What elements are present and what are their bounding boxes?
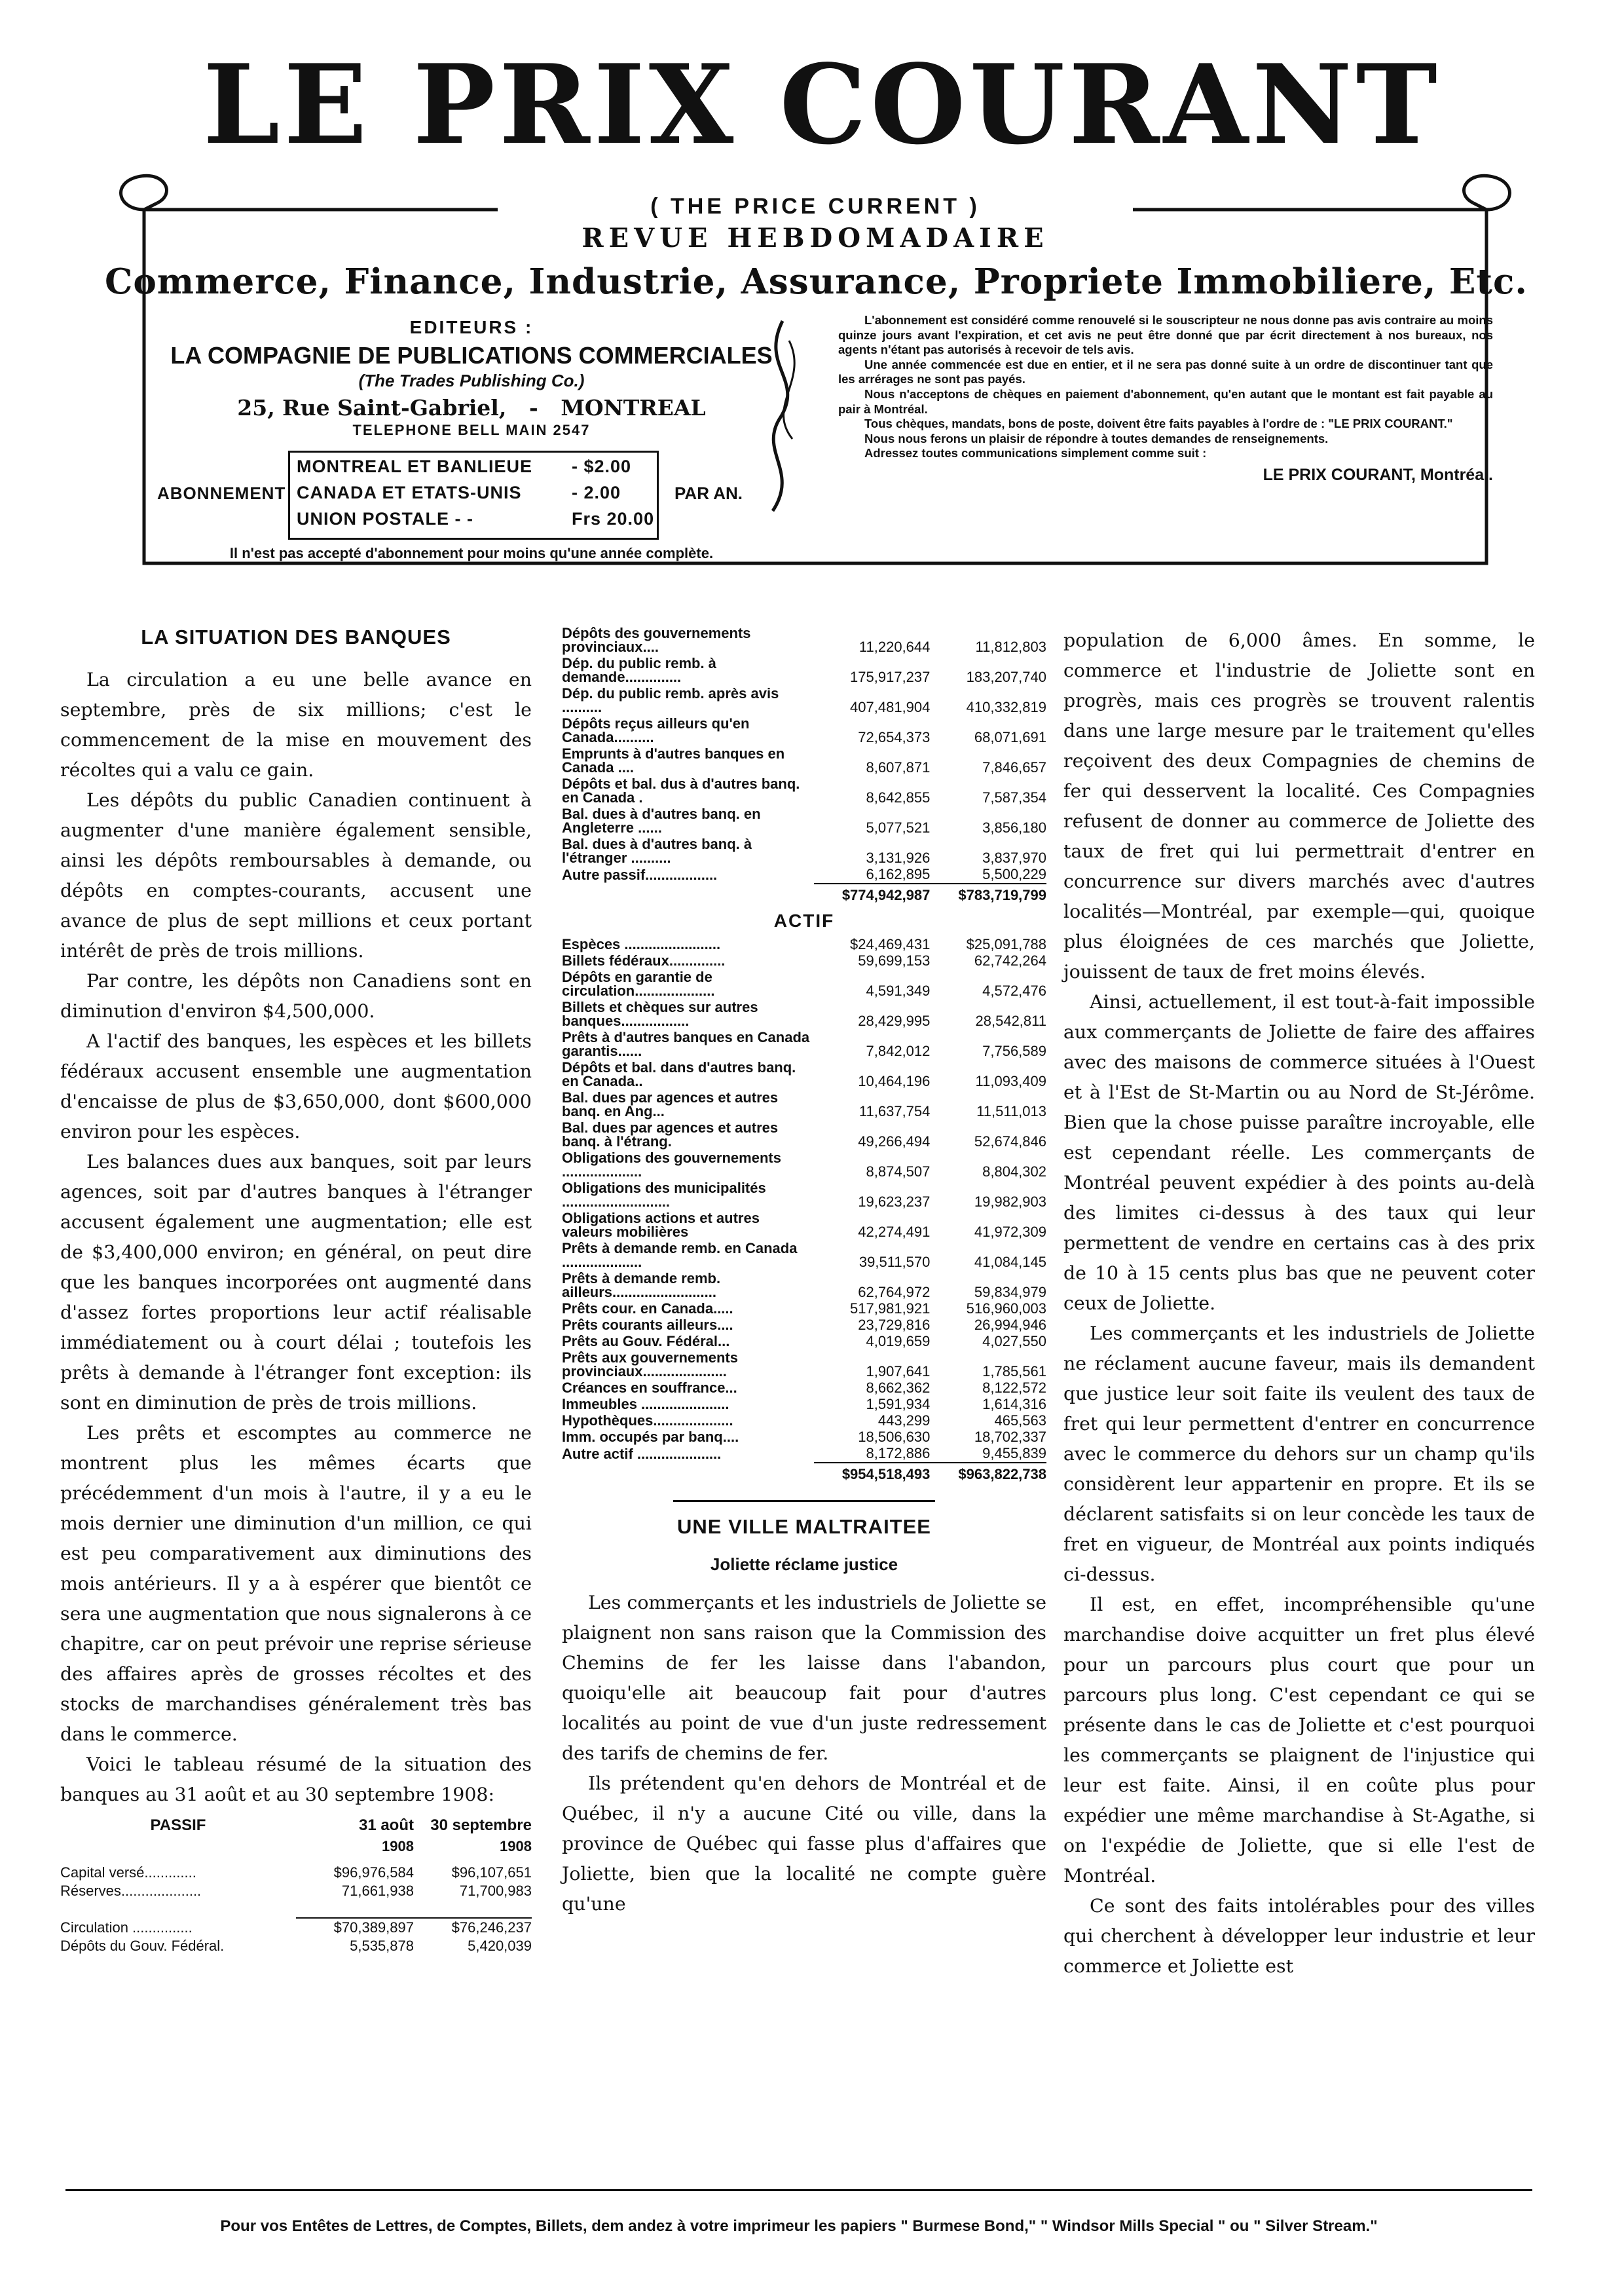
- table-row: [562, 656, 1046, 686]
- table-row: [562, 1413, 1046, 1429]
- article-joliette-heading: UNE VILLE MALTRAITEE: [677, 1515, 931, 1538]
- publisher-block: [144, 317, 799, 562]
- row-value-b: 3,856,180: [982, 819, 1046, 836]
- row-value-b: 11,093,409: [975, 1073, 1046, 1089]
- row-value-b: 62,742,264: [974, 952, 1046, 969]
- row-label: Immeubles ......................: [562, 1396, 729, 1412]
- table-row: [562, 1446, 1046, 1463]
- passif-table: [60, 1816, 532, 1955]
- row-label: Dép. du public remb. après avis ..........: [562, 685, 779, 715]
- article-paragraph: Ainsi, actuellement, il est tout-à-fait impossible aux commerçants de Joliette de faire des affaires avec des maisons de commerce situées à l'Ouest et à l'Est de St-Martin ou au Nord de St-Jérôme. Bien que la chose puisse paraître incroyable, elle est cependant réelle. Les commerçants de Montréal peuvent expédier à des points au-delà des limites ci-dessus à des taux qui leur permettent de vendre en certains cas à des prix de 10 à 15 cents plus bas que ne peuvent coter ceux de Joliette.: [1063, 991, 1535, 1314]
- row-value-a: 8,172,886: [866, 1445, 931, 1461]
- table-row: [562, 1397, 1046, 1413]
- notice-paragraph: Tous chèques, mandats, bons de poste, doivent être faits payables à l'ordre de : "LE PRIX COURANT.": [864, 417, 1453, 431]
- passif-header-row: [60, 1816, 532, 1837]
- row-value-b: 41,084,145: [974, 1254, 1046, 1270]
- row-value-b: 59,834,979: [974, 1284, 1046, 1300]
- row-value-b: 7,756,589: [982, 1043, 1046, 1059]
- row-value-a: 11,220,644: [858, 639, 931, 655]
- total-row: [562, 884, 1046, 904]
- row-label: Dép. du public remb. à demande..............: [562, 655, 716, 685]
- table-row: [562, 1380, 1046, 1397]
- table-row: [562, 937, 1046, 953]
- subscription-notice: [838, 313, 1493, 483]
- article-paragraph: Les commerçants et les industriels de Joliette se plaignent non sans raison que la Commission des Chemins de fer les laisse dans l'abandon, quoiqu'elle ait beaucoup fait pour d'autres localités au point de vue d'un juste redressement des tarifs de chemins de fer.: [562, 1592, 1046, 1764]
- notice-paragraph: Adressez toutes communications simplement comme suit :: [864, 446, 1207, 460]
- actif-heading: ACTIF: [773, 910, 835, 931]
- row-label: Prêts à d'autres banques en Canada garantis......: [562, 1029, 810, 1059]
- row-label: Bal. dues à d'autres banq. en Angleterre ......: [562, 806, 761, 836]
- publisher-trades: (The Trades Publishing Co.): [358, 371, 585, 390]
- row-value-a: 7,842,012: [866, 1043, 931, 1059]
- row-value-b: 19,982,903: [974, 1193, 1046, 1210]
- publisher-label: EDITEURS :: [409, 317, 534, 337]
- row-value-a: 42,274,491: [858, 1224, 931, 1240]
- table-row: [562, 1317, 1046, 1334]
- row-value-a: 517,981,921: [850, 1300, 931, 1317]
- table-row: [60, 1937, 532, 1955]
- row-label: Prêts aux gouvernements provinciaux.....................: [562, 1349, 738, 1380]
- article-paragraph: Par contre, les dépôts non Canadiens sont en diminution d'environ $4,500,000.: [60, 970, 532, 1022]
- row-value-b: 5,500,229: [982, 866, 1046, 882]
- notice-paragraph: Une année commencée est due en entier, et il ne sera pas donné suite à un ordre de discontinuer tant que les arrérages ne sont pas payés.: [838, 357, 1493, 386]
- row-value-b: 7,846,657: [982, 759, 1046, 776]
- row-value-b: $76,246,237: [414, 1918, 532, 1937]
- row-label: Prêts courants ailleurs....: [562, 1317, 733, 1333]
- row-label: Obligations des municipalités ...........................: [562, 1180, 766, 1210]
- row-value-b: 410,332,819: [966, 699, 1046, 715]
- row-value-b: 3,837,970: [982, 850, 1046, 866]
- row-value-b: 4,572,476: [982, 983, 1046, 999]
- row-value-a: 49,266,494: [858, 1133, 931, 1150]
- article-paragraph: Les prêts et escomptes au commerce ne montrent plus les mêmes écarts que précédemment d'un mois à l'autre, il y a eu le mois dernier une diminution d'un million, ce qui est peu comparativement aux diminutions des mois antérieurs. Il y a à espérer que bientôt ce sera une augmentation que nous signalerons à ce chapitre, car on peut prévoir une reprise sérieuse des affaires après de grosses récoltes et des stocks de marchandises généralement très bas dans le commerce.: [60, 1422, 532, 1745]
- row-label: Emprunts à d'autres banques en Canada ....: [562, 745, 785, 776]
- row-value-b: 28,542,811: [975, 1013, 1046, 1029]
- row-value-b: 11,812,803: [975, 639, 1046, 655]
- row-label: Obligations des gouvernements ....................: [562, 1150, 781, 1180]
- table-row: [562, 1030, 1046, 1060]
- masthead-subtitle: ( THE PRICE CURRENT ): [650, 194, 980, 219]
- table-row: [562, 1090, 1046, 1120]
- row-value-a: 71,661,938: [341, 1883, 414, 1899]
- row-label: Bal. dues à d'autres banq. à l'étranger ..........: [562, 836, 752, 866]
- passif-label: PASSIF: [150, 1816, 206, 1834]
- passif-year-a: 1908: [382, 1838, 414, 1854]
- row-value-a: 18,506,630: [858, 1429, 931, 1445]
- row-value-a: 1,591,934: [866, 1396, 931, 1412]
- article-paragraph: La circulation a eu une belle avance en septembre, près de six millions; c'est le commencement de la mise en mouvement des récoltes qui a valu ce gain.: [60, 669, 532, 781]
- row-value-a: 3,131,926: [866, 850, 931, 866]
- row-label: Circulation ...............: [60, 1919, 193, 1936]
- row-value-a: 443,299: [877, 1412, 931, 1429]
- row-label: Dépôts reçus ailleurs qu'en Canada..........: [562, 715, 750, 745]
- row-value-a: $70,389,897: [296, 1918, 414, 1937]
- publisher-city: MONTREAL: [561, 395, 706, 421]
- table-row: [562, 1271, 1046, 1301]
- row-value-a: 8,874,507: [866, 1163, 931, 1180]
- table-row: [562, 626, 1046, 656]
- passif-col-a: 31 août: [358, 1816, 414, 1834]
- article-paragraph: A l'actif des banques, les espèces et les billets fédéraux accusent ensemble une augmentation d'encaisse de plus de $3,650,000, dont $600,000 environ pour les espèces.: [60, 1030, 532, 1142]
- row-label: Capital versé.............: [60, 1864, 196, 1881]
- row-label: Obligations actions et autres valeurs mobilières: [562, 1210, 760, 1240]
- row-label: Billets et chèques sur autres banques.................: [562, 999, 758, 1029]
- publisher-dash: -: [528, 395, 538, 421]
- table-row: [562, 953, 1046, 969]
- masthead-revue: REVUE HEBDOMADAIRE: [581, 223, 1049, 253]
- table-row: [60, 1882, 532, 1900]
- row-value-a: 4,591,349: [866, 983, 931, 999]
- passif-continued-table: [562, 626, 1046, 904]
- row-value-b: 11,511,013: [976, 1103, 1046, 1119]
- row-label: Autre passif..................: [562, 867, 718, 883]
- notice-paragraph: Nous n'acceptons de chèques en paiement d'abonnement, qu'en autant que le montant est fait payable au pair à Montréal.: [838, 386, 1493, 416]
- notice-paragraph: Nous nous ferons un plaisir de répondre à toutes demandes de renseignements.: [864, 431, 1329, 445]
- table-row: [562, 1334, 1046, 1350]
- table-row: [562, 1120, 1046, 1150]
- article-joliette-subheading: Joliette réclame justice: [710, 1554, 898, 1574]
- row-label: Dépôts en garantie de circulation....................: [562, 969, 715, 999]
- row-value-a: 1,907,641: [866, 1363, 931, 1380]
- total-value-b: $783,719,799: [930, 884, 1046, 904]
- row-label: Dépôts et bal. dans d'autres banq. en Canada..: [562, 1059, 796, 1089]
- table-row: [562, 1000, 1046, 1030]
- subscription-unit: PAR AN.: [674, 483, 743, 503]
- subscription-row: [297, 509, 655, 529]
- row-label: Réserves....................: [60, 1883, 202, 1899]
- row-value-b: 68,071,691: [974, 729, 1046, 745]
- row-value-b: 516,960,003: [966, 1300, 1046, 1317]
- passif-year-row: [60, 1837, 532, 1864]
- table-row: [562, 969, 1046, 1000]
- footer-rule: [65, 2189, 1532, 2191]
- row-value-a: 72,654,373: [858, 729, 931, 745]
- total-value-a: $774,942,987: [814, 884, 931, 904]
- row-label: Bal. dues par agences et autres banq. en Ang...: [562, 1089, 779, 1119]
- column-2: [562, 626, 1046, 2158]
- table-row: [562, 836, 1046, 867]
- row-value-a: $24,469,431: [850, 936, 931, 952]
- table-row: [562, 776, 1046, 806]
- row-label: Hypothèques....................: [562, 1412, 733, 1429]
- row-label: Dépôts des gouvernements provinciaux....: [562, 625, 751, 655]
- article-banks-heading: LA SITUATION DES BANQUES: [141, 626, 451, 648]
- row-label: Billets fédéraux..............: [562, 952, 726, 969]
- row-label: Prêts à demande remb. en Canada ....................: [562, 1240, 798, 1270]
- row-value-b: 8,804,302: [982, 1163, 1046, 1180]
- article-paragraph: Les dépôts du public Canadien continuent à augmenter d'une manière également sensible, ainsi les dépôts remboursables à demande, ou dépôts en comptes-courants, accusent une avance de plus de sept millions et ceux portant intérêt de près de trois millions.: [60, 789, 532, 962]
- row-value-a: 39,511,570: [858, 1254, 931, 1270]
- subscription-price: - $2.00: [572, 457, 632, 476]
- subscription-note: Il n'est pas accepté d'abonnement pour moins qu'une année complète.: [229, 545, 714, 561]
- row-label: Prêts cour. en Canada.....: [562, 1300, 733, 1317]
- notice-paragraph: L'abonnement est considéré comme renouvelé si le souscripteur ne nous donne pas avis contraire au moins quinze jours avant l'expiration, et cet avis ne peut être donné que par écrit directement à nos bureaux, nos agents n'étant pas autorisés à recevoir de tels avis.: [838, 313, 1493, 357]
- row-value-a: 23,729,816: [858, 1317, 931, 1333]
- subscription-row: [297, 457, 632, 477]
- row-label: Dépôts et bal. dus à d'autres banq. en Canada .: [562, 776, 800, 806]
- article-paragraph: Les commerçants et les industriels de Joliette ne réclament aucune faveur, mais ils demandent que justice leur soit faite ils veulent des taux de fret qui leur permettent d'entrer en concurrence avec le commerce du dehors sur un champ qu'ils considèrent leur appartenir en propre. Et ils se déclarent satisfaits si on leur concède les taux de fret en vigueur, de Montréal aux points indiqués ci-dessus.: [1063, 1323, 1535, 1585]
- table-row: [562, 806, 1046, 836]
- subscription-price: - 2.00: [572, 483, 621, 502]
- row-value-b: 5,420,039: [468, 1938, 532, 1954]
- row-value-b: 1,614,316: [982, 1396, 1046, 1412]
- row-value-b: $25,091,788: [966, 936, 1046, 952]
- row-value-a: 8,642,855: [866, 789, 931, 806]
- row-value-a: 4,019,659: [866, 1333, 931, 1349]
- subscription-price: Frs 20.00: [572, 509, 655, 529]
- section-divider: [673, 1500, 935, 1502]
- publisher-address: [144, 395, 799, 421]
- table-row: [562, 1060, 1046, 1090]
- masthead-banner: Commerce, Finance, Industrie, Assurance, Propriete Immobiliere, Etc.: [105, 261, 1528, 302]
- row-value-a: 19,623,237: [858, 1193, 931, 1210]
- table-row: [562, 686, 1046, 716]
- row-value-a: 5,077,521: [866, 819, 931, 836]
- subscription-label: ABONNEMENT: [157, 483, 286, 503]
- row-value-b: 1,785,561: [982, 1363, 1046, 1380]
- row-value-a: 8,607,871: [866, 759, 931, 776]
- table-row: [562, 1180, 1046, 1211]
- subscription-region: UNION POSTALE - -: [297, 509, 473, 529]
- article-paragraph: Voici le tableau résumé de la situation des banques au 31 août et au 30 septembre 1908:: [60, 1754, 532, 1805]
- table-row: [60, 1864, 532, 1882]
- passif-col-b: 30 septembre: [430, 1816, 532, 1834]
- table-row: [562, 1350, 1046, 1380]
- row-value-a: 5,535,878: [350, 1938, 414, 1954]
- article-paragraph: population de 6,000 âmes. En somme, le commerce et l'industrie de Joliette sont en progrès, mais ces progrès se trouvent ralentis dans une large mesure par le traitement qu'elles reçoivent des deux Compagnies de chemins de fer qui desservent la localité. Ces Compagnies refusent de donner au commerce de Joliette des taux de fret qui lui permettrait d'entrer en concurrence sur divers marchés avec d'autres localités—Montréal, par exemple—qui, quoique plus éloignées de ces marchés que Joliette, jouissent de taux de fret moins élevés.: [1063, 629, 1535, 983]
- subscription-region: CANADA ET ETATS-UNIS: [297, 483, 522, 502]
- table-row: [562, 867, 1046, 884]
- row-value-b: 465,563: [994, 1412, 1046, 1429]
- article-paragraph: Il est, en effet, incompréhensible qu'une marchandise doive acquitter un fret plus élevé pour un parcours plus court que pour un parcours plus long. C'est cependant ce qui se présente dans le cas de Joliette et c'est pourquoi les commerçants se plaignent de l'injustice qui leur est faite. Ainsi, il en coûte plus pour expédier une même marchandise à St-Agathe, si on l'expédie de Joliette, que si elle l'est de Montréal.: [1063, 1594, 1535, 1886]
- row-value-a: 59,699,153: [858, 952, 931, 969]
- total-value-b: $963,822,738: [930, 1463, 1046, 1483]
- passif-body: [562, 626, 1046, 904]
- table-row: [60, 1918, 532, 1937]
- row-value-a: $96,976,584: [333, 1864, 414, 1881]
- row-value-b: 41,972,309: [974, 1224, 1046, 1240]
- row-value-a: 62,764,972: [858, 1284, 931, 1300]
- row-label: Bal. dues par agences et autres banq. à l'étrang.: [562, 1119, 779, 1150]
- publisher-company: LA COMPAGNIE DE PUBLICATIONS COMMERCIALES: [170, 342, 773, 369]
- row-label: Prêts au Gouv. Fédéral...: [562, 1333, 730, 1349]
- table-row: [562, 1241, 1046, 1271]
- row-value-b: 71,700,983: [459, 1883, 532, 1899]
- row-value-a: 8,662,362: [866, 1380, 931, 1396]
- article-paragraph: Ils prétendent qu'en dehors de Montréal et de Québec, il n'y a aucune Cité ou ville, dans la province de Québec qui fasse plus d'affaires que Joliette, bien que la localité ne compte guère qu'une: [562, 1773, 1046, 1915]
- subscription-box: [288, 451, 659, 540]
- row-label: Autre actif .....................: [562, 1446, 722, 1462]
- table-row: [562, 1429, 1046, 1446]
- row-value-b: $96,107,651: [451, 1864, 532, 1881]
- article-paragraph: Les balances dues aux banques, soit par leurs agences, soit par d'autres banques à l'étranger accusent également une augmentation; elle est de $3,400,000 environ; en général, on peut dire que les banques incorporées ont augmenté dans d'assez fortes proportions leur actif réalisable immédiatement ou à court délai ; toutefois les prêts à demande à l'étranger font exception: ils sont en diminution de près de trois millions.: [60, 1151, 532, 1414]
- total-row: [562, 1463, 1046, 1483]
- row-value-b: 4,027,550: [982, 1333, 1046, 1349]
- row-value-b: 7,587,354: [982, 789, 1046, 806]
- subscription-region: MONTREAL ET BANLIEUE: [297, 457, 533, 476]
- table-row: [562, 716, 1046, 746]
- row-value-a: 6,162,895: [866, 866, 931, 882]
- row-value-a: 407,481,904: [850, 699, 931, 715]
- table-row: [562, 746, 1046, 776]
- row-value-b: 183,207,740: [966, 669, 1046, 685]
- actif-body: [562, 937, 1046, 1483]
- table-row: [562, 1301, 1046, 1317]
- row-value-b: 18,702,337: [974, 1429, 1046, 1445]
- publisher-phone: TELEPHONE BELL MAIN 2547: [352, 422, 591, 438]
- footer-advert: Pour vos Entêtes de Lettres, de Comptes, Billets, dem andez à votre imprimeur les papiers " Burmese Bond," " Windsor Mills Special " ou " Silver Stream.": [220, 2217, 1378, 2235]
- masthead: [105, 13, 1526, 576]
- article-paragraph: Ce sont des faits intolérables pour des villes qui cherchent à développer leur industrie et leur commerce et Joliette est: [1063, 1895, 1535, 1977]
- row-value-a: 175,917,237: [850, 669, 931, 685]
- table-row: [562, 1211, 1046, 1241]
- passif-year-b: 1908: [500, 1838, 532, 1854]
- row-label: Espèces ........................: [562, 936, 721, 952]
- column-3: [1063, 626, 1535, 2158]
- notice-signature: LE PRIX COURANT, Montréal.: [1263, 465, 1493, 484]
- subscription-row: [297, 483, 621, 503]
- row-value-a: 11,637,754: [858, 1103, 931, 1119]
- row-value-b: 26,994,946: [974, 1317, 1046, 1333]
- row-label: Créances en souffrance...: [562, 1380, 737, 1396]
- total-value-a: $954,518,493: [814, 1463, 931, 1483]
- row-value-a: 28,429,995: [858, 1013, 931, 1029]
- row-value-a: 10,464,196: [858, 1073, 931, 1089]
- row-value-b: 8,122,572: [982, 1380, 1046, 1396]
- subscription-block: [144, 445, 799, 544]
- masthead-title: LE PRIX COURANT: [203, 41, 1441, 169]
- row-value-b: 9,455,839: [982, 1445, 1046, 1461]
- actif-table: [562, 937, 1046, 1483]
- publisher-street: 25, Rue Saint-Gabriel,: [237, 395, 507, 421]
- column-1: [60, 626, 532, 2158]
- table-row: [562, 1150, 1046, 1180]
- row-value-b: 52,674,846: [974, 1133, 1046, 1150]
- row-label: Imm. occupés par banq....: [562, 1429, 739, 1445]
- row-label: Prêts à demande remb. ailleurs..........................: [562, 1270, 721, 1300]
- row-label: Dépôts du Gouv. Fédéral.: [60, 1938, 225, 1954]
